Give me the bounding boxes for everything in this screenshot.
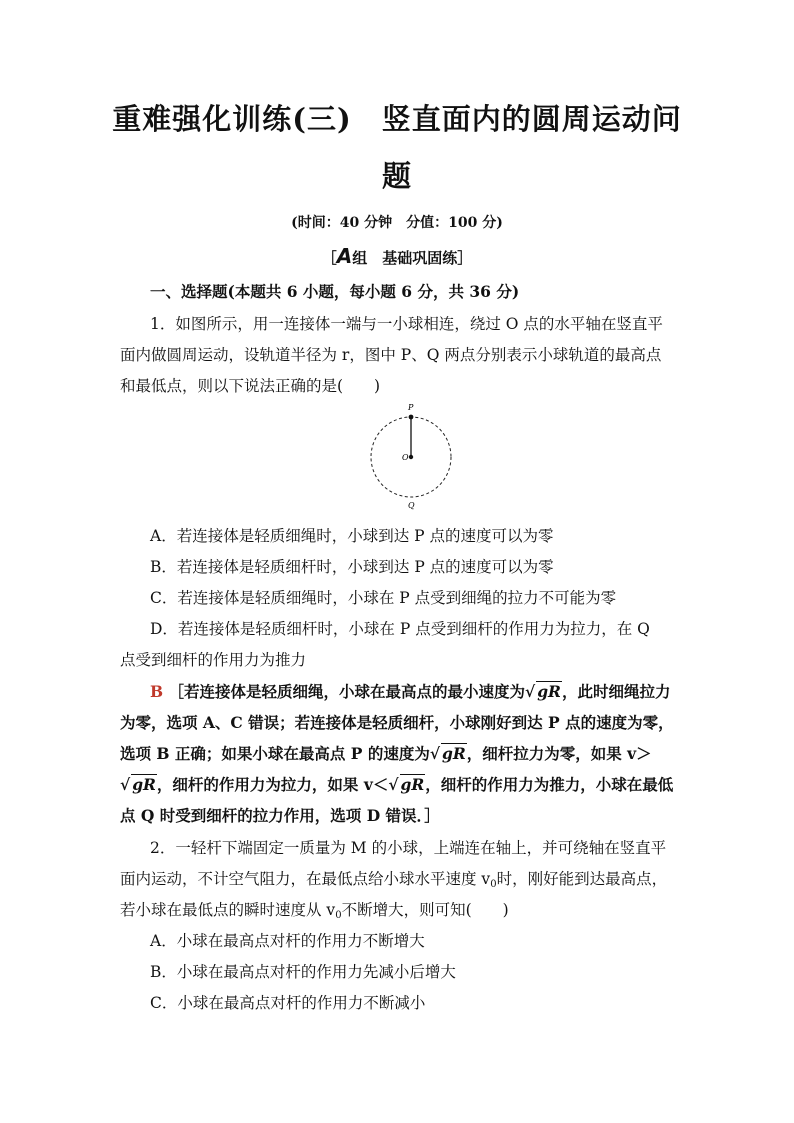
bracket-close: ］ (457, 249, 473, 267)
q1-explanation-line-4 (120, 773, 673, 795)
q1-explanation-text: ，细杆的作用力为推力，小球在最低 (425, 775, 674, 794)
q1-explanation-text: ，细杆的作用力为拉力，如果 v＜ (156, 775, 389, 794)
bracket-open: ［ (321, 249, 337, 267)
q1-option-c: C．若连接体是轻质细绳时，小球在 P 点受到细绳的拉力不可能为零 (150, 589, 617, 607)
q2-text: 面内运动，不计空气阻力，在最低点给小球水平速度 v (120, 870, 491, 888)
q1-explanation-line-5: 点 Q 时受到细杆的拉力作用，选项 D 错误．］ (120, 806, 440, 825)
group-letter: A (336, 244, 353, 268)
section-heading: 一、选择题(本题共 6 小题，每小题 6 分，共 36 分) (150, 282, 520, 301)
q1-option-b: B．若连接体是轻质细杆时，小球到达 P 点的速度可以为零 (150, 558, 554, 576)
q1-explanation-line-3 (120, 742, 652, 764)
label-q: Q (408, 501, 415, 510)
sqrt-content: gR (537, 682, 561, 701)
q1-answer: B (150, 682, 164, 701)
q1-line-1: 1．如图所示，用一连接体一端与一小球相连，绕过 O 点的水平轴在竖直平 (150, 315, 663, 333)
q1-explanation-line-1 (150, 680, 670, 702)
q1-explanation-text: ，此时细绳拉力 (561, 682, 671, 701)
group-heading (0, 244, 794, 268)
q2-option-b: B．小球在最高点对杆的作用力先减小后增大 (150, 963, 456, 981)
sqrt-symbol: √ gR (120, 775, 156, 794)
q1-explanation-text: ［若连接体是轻质细绳，小球在最高点的最小速度为 (168, 682, 526, 701)
q2-text: 若小球在最低点的瞬时速度从 v (120, 901, 336, 919)
q1-explanation-text: ，细杆拉力为零，如果 v＞ (466, 744, 652, 763)
q2-option-a: A．小球在最高点对杆的作用力不断增大 (150, 932, 425, 950)
subscript: 0 (490, 879, 497, 890)
label-o: O (402, 453, 409, 462)
sqrt-content: gR (442, 744, 466, 763)
q2-option-c: C．小球在最高点对杆的作用力不断减小 (150, 994, 426, 1012)
sqrt-content: gR (400, 775, 425, 794)
q1-explanation-line-2: 为零，选项 A、C 错误；若连接体是轻质细杆，小球刚好到达 P 点的速度为零， (120, 713, 674, 732)
q2-line-3 (120, 898, 509, 921)
page-title-line-2: 题 (381, 159, 412, 193)
sqrt-symbol: √ gR (525, 682, 561, 701)
q1-option-a: A．若连接体是轻质细绳时，小球到达 P 点的速度可以为零 (150, 527, 554, 545)
sqrt-symbol: √ gR (388, 775, 425, 794)
sqrt-content: gR (132, 775, 156, 794)
subscript: 0 (335, 910, 342, 921)
sqrt-symbol: √ gR (429, 744, 466, 763)
q2-text: 不断增大，则可知( ) (341, 901, 509, 919)
time-score-info: (时间：40 分钟 分值：100 分) (291, 215, 503, 231)
q1-line-3: 和最低点，则以下说法正确的是( ) (120, 377, 381, 395)
q1-option-d-line-2: 点受到细杆的作用力为推力 (120, 651, 307, 669)
ball-point-p (409, 415, 414, 420)
circular-motion-figure (360, 400, 460, 512)
group-title: 组 基础巩固练 (352, 249, 458, 267)
q1-line-2: 面内做圆周运动，设轨道半径为 r，图中 P、Q 两点分别表示小球轨道的最高点 (120, 346, 662, 364)
q1-option-d-line-1: D．若连接体是轻质细杆时，小球在 P 点受到细杆的作用力为拉力，在 Q (150, 620, 650, 638)
q2-line-1: 2．一轻杆下端固定一质量为 M 的小球，上端连在轴上，并可绕轴在竖直平 (150, 839, 667, 857)
page-title-line-1: 重难强化训练(三) 竖直面内的圆周运动问 (112, 102, 682, 136)
label-p: P (408, 403, 414, 412)
q1-explanation-text: 选项 B 正确；如果小球在最高点 P 的速度为 (120, 744, 430, 763)
pivot-point-o (409, 455, 413, 459)
q2-line-2 (120, 867, 667, 890)
q2-text: 时，刚好能到达最高点， (496, 870, 668, 888)
